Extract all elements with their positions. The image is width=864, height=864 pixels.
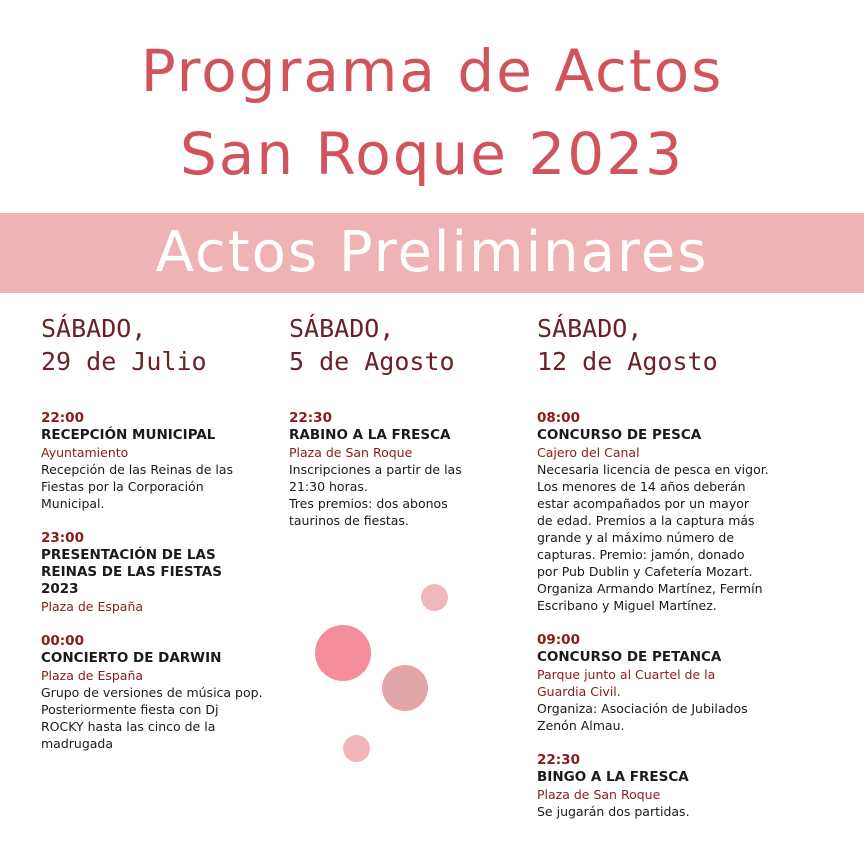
- event-place: Plaza de España: [41, 668, 144, 683]
- date-label: 29 de Julio: [41, 347, 207, 376]
- event-time: 09:00: [537, 632, 580, 648]
- event-name: CONCURSO DE PETANCA: [537, 649, 722, 665]
- event-time: 22:30: [537, 752, 580, 768]
- event-name: RECEPCIÓN MUNICIPAL: [41, 427, 216, 443]
- description-line: capturas. Premio: jamón, donado: [537, 547, 745, 562]
- description-line: de edad. Premios a la captura más: [537, 513, 755, 528]
- event-name: BINGO A LA FRESCA: [537, 769, 689, 785]
- event-item: [41, 633, 271, 752]
- event-place: Plaza de España: [41, 599, 144, 614]
- description-line: Recepción de las Reinas de las: [41, 462, 234, 477]
- page-title-line-1: Programa de Actos: [140, 37, 724, 105]
- date-label: 12 de Agosto: [537, 347, 718, 376]
- description-line: taurinos de fiestas.: [289, 513, 409, 528]
- description-line: Posteriormente fiesta con Dj: [41, 702, 219, 717]
- description-line: por Pub Dublin y Cafetería Mozart.: [537, 564, 753, 579]
- day-label: SÁBADO,: [537, 314, 643, 343]
- section-title: Actos Preliminares: [155, 220, 709, 285]
- decorative-dot: [315, 625, 371, 681]
- description-line: ROCKY hasta las cinco de la: [41, 719, 216, 734]
- description-line: Tres premios: dos abonos: [289, 496, 448, 511]
- event-time: 22:30: [289, 410, 332, 426]
- event-place: Cajero del Canal: [537, 445, 640, 460]
- page-title-line-2: San Roque 2023: [179, 120, 685, 188]
- event-item: [537, 632, 777, 734]
- description-line: Municipal.: [41, 496, 105, 511]
- description-line: grande y al máximo número de: [537, 530, 735, 545]
- event-description: [41, 461, 271, 512]
- event-item: [537, 410, 777, 614]
- event-name: PRESENTACIÓN DE LAS REINAS DE LAS FIESTAS 2023: [41, 547, 222, 597]
- event-description: [537, 803, 777, 820]
- description-line: Grupo de versiones de música pop.: [41, 685, 263, 700]
- event-description: [537, 700, 777, 734]
- description-line: Necesaria licencia de pesca en vigor.: [537, 462, 769, 477]
- description-line: Zenón Almau.: [537, 718, 625, 733]
- decorative-dot: [421, 584, 448, 611]
- description-line: Escribano y Miguel Martínez.: [537, 598, 717, 613]
- description-line: Organiza Armando Martínez, Fermín: [537, 581, 763, 596]
- event-item: [41, 530, 271, 615]
- event-time: 00:00: [41, 633, 84, 649]
- description-line: Los menores de 14 años deberán: [537, 479, 746, 494]
- day-column-1: [41, 312, 271, 770]
- description-line: madrugada: [41, 736, 114, 751]
- event-item: [537, 752, 777, 820]
- day-column-2: [289, 312, 479, 547]
- description-line: Se jugarán dos partidas.: [537, 804, 690, 819]
- event-time: 23:00: [41, 530, 84, 546]
- event-item: [289, 410, 479, 529]
- description-line: Fiestas por la Corporación: [41, 479, 204, 494]
- event-place: Parque junto al Cuartel de la Guardia Civil.: [537, 667, 716, 699]
- decorative-dot: [382, 665, 428, 711]
- description-line: Organiza: Asociación de Jubilados: [537, 701, 748, 716]
- day-label: SÁBADO,: [41, 314, 147, 343]
- day-heading: [289, 312, 479, 378]
- event-name: CONCURSO DE PESCA: [537, 427, 702, 443]
- description-line: estar acompañados por un mayor: [537, 496, 750, 511]
- event-name: CONCIERTO DE DARWIN: [41, 650, 222, 666]
- event-name: RABINO A LA FRESCA: [289, 427, 451, 443]
- event-time: 22:00: [41, 410, 84, 426]
- event-description: [537, 461, 777, 614]
- event-place: Ayuntamiento: [41, 445, 129, 460]
- day-column-3: [537, 312, 777, 838]
- event-description: [289, 461, 479, 529]
- decorative-dot: [343, 735, 370, 762]
- description-line: 21:30 horas.: [289, 479, 368, 494]
- date-label: 5 de Agosto: [289, 347, 455, 376]
- event-place: Plaza de San Roque: [537, 787, 661, 802]
- event-place: Plaza de San Roque: [289, 445, 413, 460]
- day-heading: [537, 312, 777, 378]
- event-description: [41, 684, 271, 752]
- section-banner: [0, 213, 864, 293]
- description-line: Inscripciones a partir de las: [289, 462, 462, 477]
- day-label: SÁBADO,: [289, 314, 395, 343]
- event-item: [41, 410, 271, 512]
- event-time: 08:00: [537, 410, 580, 426]
- day-heading: [41, 312, 271, 378]
